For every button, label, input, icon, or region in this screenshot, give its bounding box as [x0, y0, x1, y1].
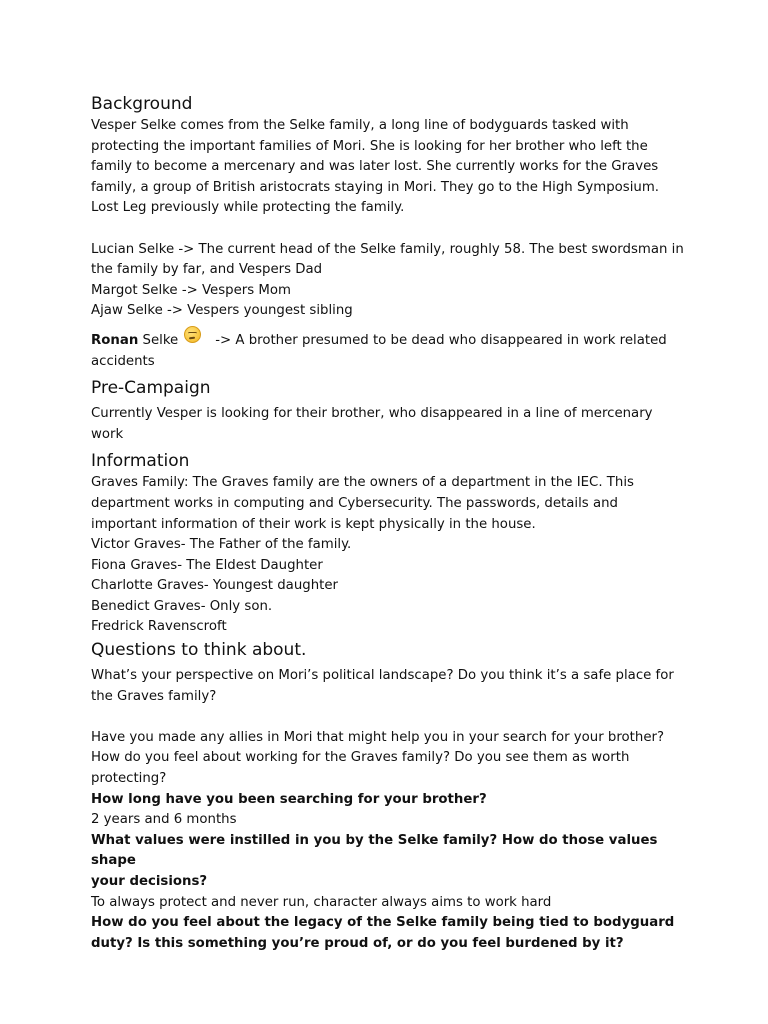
question-bold: How do you feel about the legacy of the Selke family being tied to bodyguard [91, 915, 675, 931]
background-heading: Background [91, 94, 193, 114]
question-text: the Graves family? [91, 688, 217, 704]
information-line: Charlotte Graves- Youngest daughter [91, 578, 338, 594]
background-line: family to become a mercenary and was later lost. She currently works for the Graves [91, 159, 659, 175]
family-ajaw: Ajaw Selke -> Vespers youngest sibling [91, 303, 353, 319]
document-page [91, 92, 691, 954]
pre-campaign-heading: Pre-Campaign [91, 378, 211, 399]
family-ronan [91, 326, 691, 352]
pre-campaign-text-cont: work [91, 426, 124, 442]
information-line: Fredrick Ravenscroft [91, 619, 227, 635]
information-line: important information of their work is kept physically in the house. [91, 516, 536, 532]
family-lucian-cont: the family by far, and Vespers Dad [91, 262, 323, 278]
question-text: How do you feel about working for the Graves family? Do you see them as worth [91, 750, 630, 766]
family-ronan-cont: accidents [91, 353, 155, 369]
family-margot: Margot Selke -> Vespers Mom [91, 282, 291, 298]
spacer [91, 219, 691, 240]
spacer [91, 707, 691, 728]
ronan-description: -> A brother presumed to be dead who disappeared in work related [215, 332, 667, 348]
background-line: protecting the important families of Mori. She is looking for her brother who left the [91, 138, 648, 154]
background-line: Lost Leg previously while protecting the family. [91, 200, 405, 216]
smirking-face-icon [184, 326, 201, 343]
family-lucian: Lucian Selke -> The current head of the Selke family, roughly 58. The best swordsman in [91, 241, 684, 257]
background-line: Vesper Selke comes from the Selke family, a long line of bodyguards tasked with [91, 118, 629, 133]
pre-campaign-text: Currently Vesper is looking for their brother, who disappeared in a line of mercenary [91, 406, 653, 422]
questions-heading: Questions to think about. [91, 640, 307, 661]
information-line: Fiona Graves- The Eldest Daughter [91, 557, 323, 573]
information-line: Benedict Graves- Only son. [91, 598, 273, 614]
information-heading: Information [91, 451, 190, 472]
answer-text: 2 years and 6 months [91, 812, 237, 828]
question-bold: your decisions? [91, 874, 208, 889]
question-bold: What values were instilled in you by the Selke family? How do those values shape [91, 832, 658, 869]
question-text: Have you made any allies in Mori that might help you in your search for your brother? [91, 729, 665, 745]
ronan-first-name: Ronan [91, 332, 139, 348]
background-line: family, a group of British aristocrats staying in Mori. They go to the High Symposium. [91, 179, 660, 195]
question-bold: duty? Is this something you’re proud of, or do you feel burdened by it? [91, 935, 624, 951]
information-line: Victor Graves- The Father of the family. [91, 537, 352, 553]
question-bold: How long have you been searching for your brother? [91, 791, 487, 807]
information-line: department works in computing and Cybersecurity. The passwords, details and [91, 495, 618, 511]
question-text: protecting? [91, 771, 167, 787]
question-text: What’s your perspective on Mori’s political landscape? Do you think it’s a safe place for [91, 668, 674, 684]
answer-text: To always protect and never run, character always aims to work hard [91, 894, 552, 910]
ronan-last-name: Selke [138, 332, 179, 348]
information-line: Graves Family: The Graves family are the owners of a department in the IEC. This [91, 475, 634, 491]
